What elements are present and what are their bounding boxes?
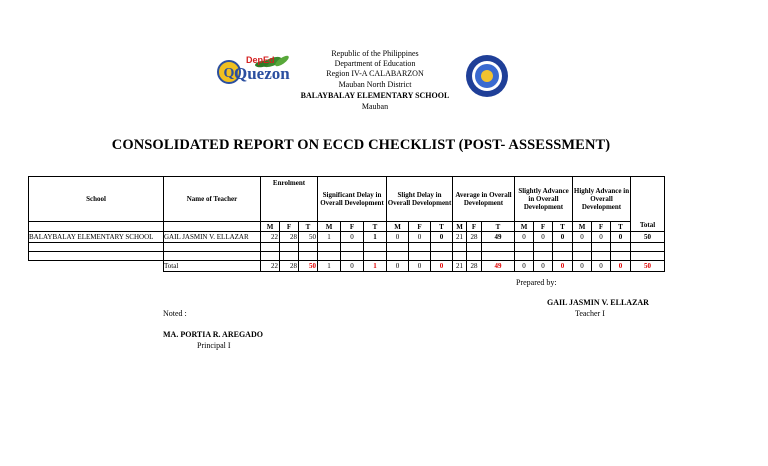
report-title: CONSOLIDATED REPORT ON ECCD CHECKLIST (POST- ASSESSMENT) bbox=[111, 137, 611, 153]
cell-ha-f: 0 bbox=[592, 232, 611, 243]
cell-tot-en-t: 50 bbox=[299, 261, 318, 272]
sub-t: T bbox=[611, 222, 631, 232]
sub-blank bbox=[29, 222, 164, 232]
cell-av-f: 28 bbox=[467, 232, 482, 243]
svg-text:Q: Q bbox=[223, 66, 235, 81]
col-enrolment-header: Enrolment bbox=[261, 177, 318, 222]
sub-t: T bbox=[553, 222, 573, 232]
logo-text: Quezon bbox=[234, 64, 290, 83]
preparer-title: Teacher I bbox=[575, 309, 605, 318]
cell-tot-sl-m: 0 bbox=[387, 261, 409, 272]
table-row bbox=[29, 232, 665, 243]
cell-sd-m: 1 bbox=[318, 232, 341, 243]
sub-m: M bbox=[453, 222, 467, 232]
cell-tot-sd-m: 1 bbox=[318, 261, 341, 272]
cell-school: BALAYBALAY ELEMENTARY SCHOOL bbox=[29, 232, 164, 243]
cell-en-m: 22 bbox=[261, 232, 280, 243]
cell-tot-sd-t: 1 bbox=[364, 261, 387, 272]
school-seal-icon bbox=[462, 53, 512, 99]
cell-sa-m: 0 bbox=[515, 232, 534, 243]
cell-tot-av-m: 21 bbox=[453, 261, 467, 272]
header-district: Mauban North District bbox=[338, 80, 412, 89]
logo-sub-text: DepEd bbox=[246, 55, 275, 65]
cell-sa-t: 0 bbox=[553, 232, 573, 243]
sub-m: M bbox=[573, 222, 592, 232]
cell-ha-t: 0 bbox=[611, 232, 631, 243]
cell-tot-en-m: 22 bbox=[261, 261, 280, 272]
col-average-header: Average in Overall Development bbox=[453, 177, 515, 222]
cell-sa-f: 0 bbox=[534, 232, 553, 243]
cell-ha-m: 0 bbox=[573, 232, 592, 243]
cell-tot-sa-t: 0 bbox=[553, 261, 573, 272]
cell-tot-sl-t: 0 bbox=[431, 261, 453, 272]
prepared-by-label: Prepared by: bbox=[516, 278, 557, 287]
principal-title: Principal I bbox=[197, 341, 231, 350]
col-sig-delay-header: Significant Delay in Overall Development bbox=[318, 177, 387, 222]
cell-sl-f: 0 bbox=[409, 232, 431, 243]
sub-f: F bbox=[534, 222, 553, 232]
sub-f: F bbox=[467, 222, 482, 232]
report-table bbox=[28, 176, 665, 272]
sub-blank bbox=[164, 222, 261, 232]
cell-tot-sd-f: 0 bbox=[341, 261, 364, 272]
cell-av-m: 21 bbox=[453, 232, 467, 243]
sub-m: M bbox=[261, 222, 280, 232]
cell-total-label: Total bbox=[164, 261, 261, 272]
header-region: Region IV-A CALABARZON bbox=[326, 69, 424, 78]
cell-total: 50 bbox=[631, 232, 665, 243]
cell-tot-sa-f: 0 bbox=[534, 261, 553, 272]
cell-tot-sl-f: 0 bbox=[409, 261, 431, 272]
header-town: Mauban bbox=[361, 102, 389, 111]
sub-t: T bbox=[431, 222, 453, 232]
sub-m: M bbox=[515, 222, 534, 232]
header-department: Department of Education bbox=[334, 59, 416, 68]
sub-t: T bbox=[364, 222, 387, 232]
cell-blank bbox=[29, 261, 164, 272]
table-total-row bbox=[29, 261, 665, 272]
cell-tot-av-f: 28 bbox=[467, 261, 482, 272]
table-row-empty bbox=[29, 243, 665, 252]
header-republic: Republic of the Philippines bbox=[331, 49, 419, 58]
sub-f: F bbox=[280, 222, 299, 232]
cell-tot-sa-m: 0 bbox=[515, 261, 534, 272]
cell-sd-t: 1 bbox=[364, 232, 387, 243]
cell-tot-ha-f: 0 bbox=[592, 261, 611, 272]
sub-m: M bbox=[387, 222, 409, 232]
cell-teacher: GAIL JASMIN V. ELLAZAR bbox=[164, 232, 261, 243]
cell-sl-m: 0 bbox=[387, 232, 409, 243]
noted-label: Noted : bbox=[163, 309, 187, 318]
cell-tot-en-f: 28 bbox=[280, 261, 299, 272]
sub-m: M bbox=[318, 222, 341, 232]
table-row-empty bbox=[29, 252, 665, 261]
cell-av-t: 49 bbox=[482, 232, 515, 243]
principal-name: MA. PORTIA R. AREGADO bbox=[163, 330, 263, 339]
cell-tot-ha-m: 0 bbox=[573, 261, 592, 272]
sub-f: F bbox=[341, 222, 364, 232]
sub-f: F bbox=[409, 222, 431, 232]
header-school-name: BALAYBALAY ELEMENTARY SCHOOL bbox=[300, 91, 450, 100]
cell-en-f: 28 bbox=[280, 232, 299, 243]
col-highly-adv-header: Highly Advance in Overall Development bbox=[573, 177, 631, 222]
cell-tot-total: 50 bbox=[631, 261, 665, 272]
col-teacher-header: Name of Teacher bbox=[164, 177, 261, 222]
cell-sl-t: 0 bbox=[431, 232, 453, 243]
preparer-name: GAIL JASMIN V. ELLAZAR bbox=[547, 298, 649, 307]
col-school-header: School bbox=[29, 177, 164, 222]
sub-t: T bbox=[299, 222, 318, 232]
col-total-header: Total bbox=[631, 177, 665, 232]
col-slight-delay-header: Slight Delay in Overall Development bbox=[387, 177, 453, 222]
cell-sd-f: 0 bbox=[341, 232, 364, 243]
sub-t: T bbox=[482, 222, 515, 232]
cell-tot-av-t: 49 bbox=[482, 261, 515, 272]
sub-f: F bbox=[592, 222, 611, 232]
col-slightly-adv-header: Slightly Advance in Overall Development bbox=[515, 177, 573, 222]
cell-en-t: 50 bbox=[299, 232, 318, 243]
cell-tot-ha-t: 0 bbox=[611, 261, 631, 272]
